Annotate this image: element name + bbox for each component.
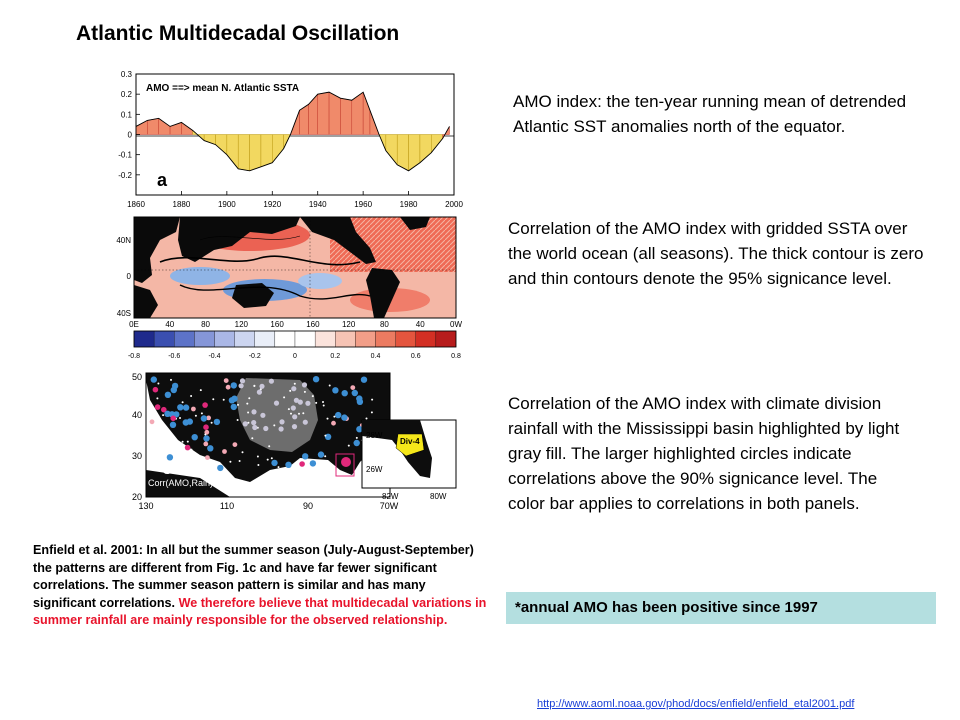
colorbar-tick-label: -0.4 [208, 353, 221, 360]
colorbar-cell [416, 331, 436, 347]
division-marker [269, 379, 274, 384]
division-marker [325, 434, 331, 440]
division-marker [195, 415, 197, 417]
citation-conclusion: We therefore believe that multidecadal variations in summer rainfall are mainly responsible for the observed relationship. [33, 595, 487, 627]
division-marker [203, 435, 209, 441]
map-lon-label: 80 [201, 320, 211, 329]
division-marker [165, 392, 171, 398]
division-marker [356, 395, 362, 401]
colorbar-cell [255, 331, 275, 347]
division-marker [233, 442, 238, 447]
colorbar-cell [154, 331, 174, 347]
division-marker [179, 458, 181, 460]
division-marker [268, 445, 270, 447]
amo-segment [147, 118, 158, 134]
rain-lat-label: 30 [131, 451, 142, 461]
division-marker [331, 421, 336, 426]
cool-region-3 [298, 273, 342, 289]
division-marker [182, 441, 184, 443]
division-marker [361, 377, 367, 383]
division-marker [237, 404, 239, 406]
division-marker [253, 385, 255, 387]
panel-a-letter: a [157, 170, 168, 190]
division-marker [222, 449, 227, 454]
colorbar-tick-label: -0.2 [248, 353, 261, 360]
panel-c-letter: c [162, 458, 173, 478]
colorbar-cell [174, 331, 194, 347]
division-marker [315, 402, 317, 404]
map-lat-axis [116, 236, 131, 318]
division-marker [312, 395, 314, 397]
division-marker [231, 382, 237, 388]
rainfall-correlation-description: Correlation of the AMO index with climate division rainfall with the Mississippi basin highlighted by light gray fill. The larger highlighted circles indicate correlations above the 90% signicance level. The color bar applies to correlations in both panels. [508, 394, 900, 513]
amo-index-chart [118, 70, 463, 209]
division-marker [292, 424, 297, 429]
division-marker [279, 419, 284, 424]
division-marker [274, 401, 279, 406]
division-marker [170, 422, 176, 428]
division-marker [202, 402, 208, 408]
map-lon-axis [129, 320, 462, 329]
colorbar-tick-label: 0 [293, 353, 297, 360]
division-marker [310, 460, 316, 466]
division-marker [231, 404, 237, 410]
division-marker [271, 457, 273, 459]
division-marker [251, 409, 256, 414]
division-marker [305, 401, 310, 406]
division-marker [151, 376, 157, 382]
division-marker [157, 383, 159, 385]
amo-y-tick-label: -0.1 [118, 150, 132, 160]
division-marker [303, 420, 308, 425]
division-marker [341, 414, 347, 420]
amo-y-tick-label: 0.2 [120, 90, 132, 100]
division-marker [352, 390, 358, 396]
division-marker [239, 383, 244, 388]
division-marker [285, 462, 291, 468]
division-marker [212, 398, 214, 400]
division-marker [153, 409, 155, 411]
division-marker [273, 424, 275, 426]
amo-y-tick-label: 0.1 [120, 110, 132, 120]
division-marker [294, 383, 296, 385]
map-lon-label: 120 [234, 320, 249, 329]
division-marker [313, 376, 319, 382]
map-lat-label: 40S [116, 309, 131, 318]
colorbar-cell [355, 331, 375, 347]
division-marker [151, 418, 153, 420]
division-marker [179, 417, 181, 419]
rain-lon-label: 130 [138, 501, 154, 511]
division-marker [299, 461, 305, 467]
division-marker [155, 404, 161, 410]
division-marker [333, 416, 335, 418]
amo-y-tick-label: -0.2 [118, 170, 132, 180]
colorbar-cell [275, 331, 295, 347]
citation-body: Enfield et al. 2001: In all but the summer season (July-August-September) the patterns are different from Fig. 1c and have far fewer significant correlations. The summer season pattern is similar and has many significant correlations. [33, 543, 474, 610]
amo-x-tick-label: 1880 [172, 200, 191, 209]
amo-segment [329, 92, 340, 134]
division-marker [271, 460, 277, 466]
rain-lat-axis [132, 372, 142, 502]
division-marker [279, 426, 284, 431]
division-marker [240, 378, 245, 383]
rain-lat-label: 40 [131, 410, 142, 420]
division-marker [164, 411, 170, 417]
division-marker [259, 384, 264, 389]
map-lat-label: 0 [126, 272, 131, 281]
division-marker [356, 437, 358, 439]
division-marker [329, 385, 331, 387]
figure-panels [0, 0, 500, 530]
division-marker [324, 435, 326, 437]
division-marker [318, 451, 324, 457]
map-lon-label: 40 [165, 320, 175, 329]
division-marker [170, 379, 172, 381]
division-marker [156, 397, 158, 399]
division-marker [327, 418, 329, 420]
correlation-colorbar [128, 331, 461, 360]
division-marker [229, 397, 235, 403]
division-marker [289, 390, 291, 392]
colorbar-tick-label: -0.6 [168, 353, 181, 360]
colorbar-tick-label: 0.6 [410, 353, 421, 360]
division-marker [201, 412, 203, 414]
division-marker [251, 437, 253, 439]
colorbar-cell [315, 331, 335, 347]
colorbar-cell [335, 331, 355, 347]
division-marker [260, 413, 265, 418]
amo-segment [340, 98, 351, 134]
division-marker [291, 386, 296, 391]
map-lon-label: 80 [379, 320, 389, 329]
division-marker [302, 382, 307, 387]
division-marker [248, 397, 250, 399]
division-marker [190, 395, 192, 397]
division-marker [214, 419, 220, 425]
amo-x-tick-label: 1920 [263, 200, 282, 209]
amo-y-tick-label: 0 [127, 130, 132, 140]
division-marker [223, 399, 225, 401]
map-lon-label: 160 [270, 320, 284, 329]
division-marker [153, 387, 159, 393]
amo-segment [261, 135, 272, 167]
division-marker [288, 408, 290, 410]
division-marker [247, 412, 249, 414]
rain-label: Corr(AMO,Rain) [148, 478, 214, 488]
division-marker [224, 378, 229, 383]
division-marker [191, 449, 193, 451]
division-marker [263, 426, 268, 431]
division-marker [207, 445, 213, 451]
amo-x-tick-label: 1940 [308, 200, 327, 209]
citation-text [33, 542, 488, 630]
colorbar-tick-label: 0.8 [451, 353, 461, 360]
source-link[interactable]: http://www.aoml.noaa.gov/phod/docs/enfield/enfield_etal2001.pdf [537, 698, 855, 710]
division-marker [187, 418, 193, 424]
division-marker [278, 466, 280, 468]
rain-lon-label: 90 [302, 501, 314, 511]
colorbar-cell [295, 331, 315, 347]
rain-lat-label: 20 [131, 492, 142, 502]
division-marker [342, 390, 348, 396]
division-marker [177, 404, 183, 410]
division-marker [324, 455, 326, 457]
division-marker [257, 456, 259, 458]
amo-index-description: AMO index: the ten-year running mean of detrended Atlantic SST anomalies north of the equator. [513, 92, 907, 136]
division-marker [371, 399, 373, 401]
inset-lat-label: 26W [366, 465, 383, 474]
division-marker [294, 398, 299, 403]
rain-lat-label: 50 [131, 372, 142, 382]
rain-lon-axis [138, 501, 398, 511]
division-marker [192, 434, 198, 440]
rainfall-correlation-map [132, 372, 456, 511]
colorbar-cell [215, 331, 235, 347]
inset-lon-label: 80W [430, 492, 447, 501]
division-marker [267, 459, 269, 461]
division-marker [162, 414, 164, 416]
colorbar-cell [134, 331, 154, 347]
division-marker [371, 411, 373, 413]
amo-x-tick-label: 1960 [354, 200, 373, 209]
division-marker [239, 460, 241, 462]
division-marker [302, 412, 304, 414]
map-lon-label: 160 [306, 320, 320, 329]
division-marker [201, 415, 207, 421]
colorbar-cell [235, 331, 255, 347]
amo-x-tick-label: 1900 [217, 200, 236, 209]
division-marker [348, 445, 350, 447]
colorbar-cell [396, 331, 416, 347]
division-marker [291, 405, 296, 410]
division-marker [170, 416, 176, 422]
division-marker [304, 391, 306, 393]
amo-segment [250, 135, 261, 171]
division-marker [257, 390, 262, 395]
division-marker [200, 389, 202, 391]
amo-segment [318, 92, 329, 134]
division-marker [229, 461, 231, 463]
map-lon-label: 120 [341, 320, 356, 329]
division-marker [350, 385, 355, 390]
division-marker [217, 465, 223, 471]
amo-y-tick-label: 0.3 [120, 70, 132, 79]
division-marker [366, 418, 368, 420]
amo-x-tick-label: 2000 [445, 200, 463, 209]
division-marker [292, 414, 297, 419]
colorbar-tick-label: -0.8 [127, 353, 141, 360]
map-lon-label: 40 [415, 320, 425, 329]
amo-x-tick-label: 1860 [127, 200, 145, 209]
division-marker [150, 419, 155, 424]
division-marker [242, 451, 244, 453]
inset-lon-label: 82W [382, 492, 399, 501]
annual-amo-note: *annual AMO has been positive since 1997 [506, 592, 936, 624]
inset-lat-label: 28W [366, 431, 383, 440]
sst-correlation-map [116, 217, 462, 329]
division-marker [171, 387, 177, 393]
division-marker [290, 413, 292, 415]
division-marker [191, 407, 196, 412]
colorbar-tick-label: 0.4 [370, 353, 381, 360]
division-marker [185, 445, 191, 451]
division-marker [158, 428, 160, 430]
map-lat-label: 40N [116, 236, 131, 245]
division-marker [335, 412, 341, 418]
div4-label: Div-4 [400, 437, 420, 446]
division-marker [332, 387, 338, 393]
division-marker [237, 419, 239, 421]
division-marker [226, 385, 231, 390]
division-marker [257, 464, 259, 466]
division-marker [211, 422, 213, 424]
colorbar-cell [436, 331, 456, 347]
division-marker [302, 453, 308, 459]
rain-lon-label: 110 [219, 501, 235, 511]
division-marker [243, 421, 248, 426]
rain-lon-label: 70W [379, 501, 399, 511]
cool-region-1 [170, 267, 230, 285]
division-marker [187, 441, 189, 443]
division-marker [323, 405, 325, 407]
page-title: Atlantic Multidecadal Oscillation [76, 22, 400, 45]
division-marker [203, 424, 209, 430]
colorbar-tick-label: 0.2 [330, 353, 341, 360]
division-marker [283, 396, 285, 398]
division-marker [203, 442, 208, 447]
amo-x-tick-label: 1980 [399, 200, 418, 209]
division-marker [322, 401, 324, 403]
division-marker [205, 455, 210, 460]
division-marker [251, 420, 256, 425]
colorbar-cell [376, 331, 396, 347]
division-marker [204, 434, 206, 436]
division-marker [354, 440, 360, 446]
division-marker [298, 413, 300, 415]
map-lon-label: 0W [450, 320, 462, 329]
amo-label: AMO ==> mean N. Atlantic SSTA [146, 83, 300, 94]
division-marker [252, 425, 257, 430]
division-marker [246, 403, 248, 405]
amo-segment [238, 135, 249, 171]
colorbar-cell [194, 331, 214, 347]
division-marker [183, 404, 189, 410]
sst-correlation-description: Correlation of the AMO index with gridded SSTA over the world ocean (all seasons). The thick contour is zero and thin contours denote the 95% signicance level. [508, 219, 924, 288]
map-lon-label: 0E [129, 320, 139, 329]
highlight-marker [341, 457, 351, 467]
division-marker [182, 401, 184, 403]
